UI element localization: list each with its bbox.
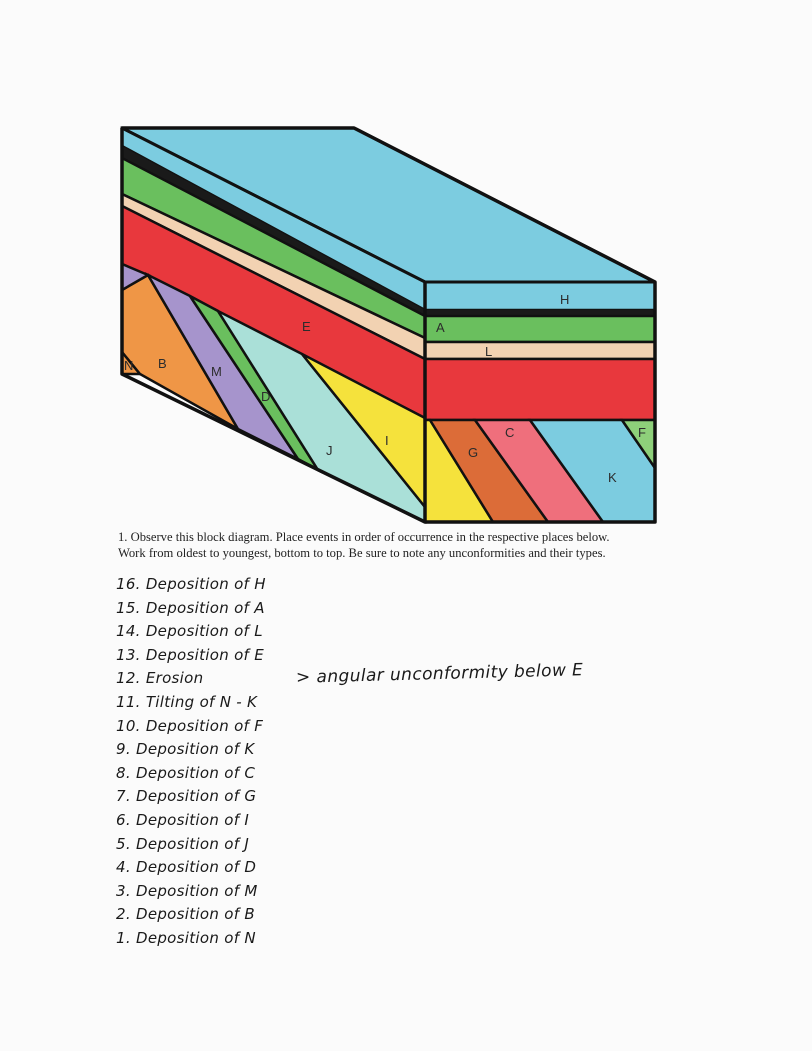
instructions-line-1: 1. Observe this block diagram. Place events in order of occurrence in the respective places below. <box>118 530 610 544</box>
label-n: N <box>124 358 134 373</box>
front-face-layer-a <box>425 316 655 342</box>
label-a: A <box>436 320 445 335</box>
label-b: B <box>158 356 167 371</box>
label-j: J <box>326 443 333 458</box>
answer-item: 11. Tilting of N - K <box>116 692 258 711</box>
answer-item: 14. Deposition of L <box>116 622 263 641</box>
answer-item: 15. Deposition of A <box>116 598 265 617</box>
answer-item: 16. Deposition of H <box>116 575 266 593</box>
label-g: G <box>468 445 479 460</box>
answer-item: 7. Deposition of G <box>116 787 257 806</box>
answer-item: 4. Deposition of D <box>116 858 257 877</box>
answer-item: 1. Deposition of N <box>116 928 256 947</box>
label-k: K <box>608 470 617 485</box>
bracket-symbol: > <box>295 667 311 688</box>
instructions <box>118 529 718 561</box>
answer-item: 10. Deposition of F <box>116 716 264 735</box>
label-d: D <box>261 389 271 404</box>
answer-item: 2. Deposition of B <box>116 905 255 924</box>
label-c: C <box>505 425 515 440</box>
answer-item: 9. Deposition of K <box>116 740 255 759</box>
label-m: M <box>211 364 222 379</box>
answer-item: 6. Deposition of I <box>116 810 250 829</box>
front-face-layer-l <box>425 342 655 359</box>
front-face-layer-h <box>425 282 655 310</box>
instructions-line-2: Work from oldest to youngest, bottom to top. Be sure to note any unconformities and their types. <box>118 546 606 560</box>
label-h: H <box>560 292 570 307</box>
answer-item: 8. Deposition of C <box>116 763 256 782</box>
answer-item: 12. Erosion <box>116 669 204 688</box>
unconformity-annotation <box>296 660 584 688</box>
unconformity-note: angular unconformity below E <box>316 660 584 688</box>
answer-list <box>116 573 266 951</box>
front-face-layer-e <box>425 359 655 420</box>
label-f: F <box>638 425 646 440</box>
label-e: E <box>302 319 311 334</box>
answer-item: 3. Deposition of M <box>116 881 258 900</box>
label-l: L <box>485 344 493 359</box>
label-i: I <box>385 433 389 448</box>
answer-item: 13. Deposition of E <box>116 645 264 664</box>
answer-item: 5. Deposition of J <box>116 834 250 853</box>
